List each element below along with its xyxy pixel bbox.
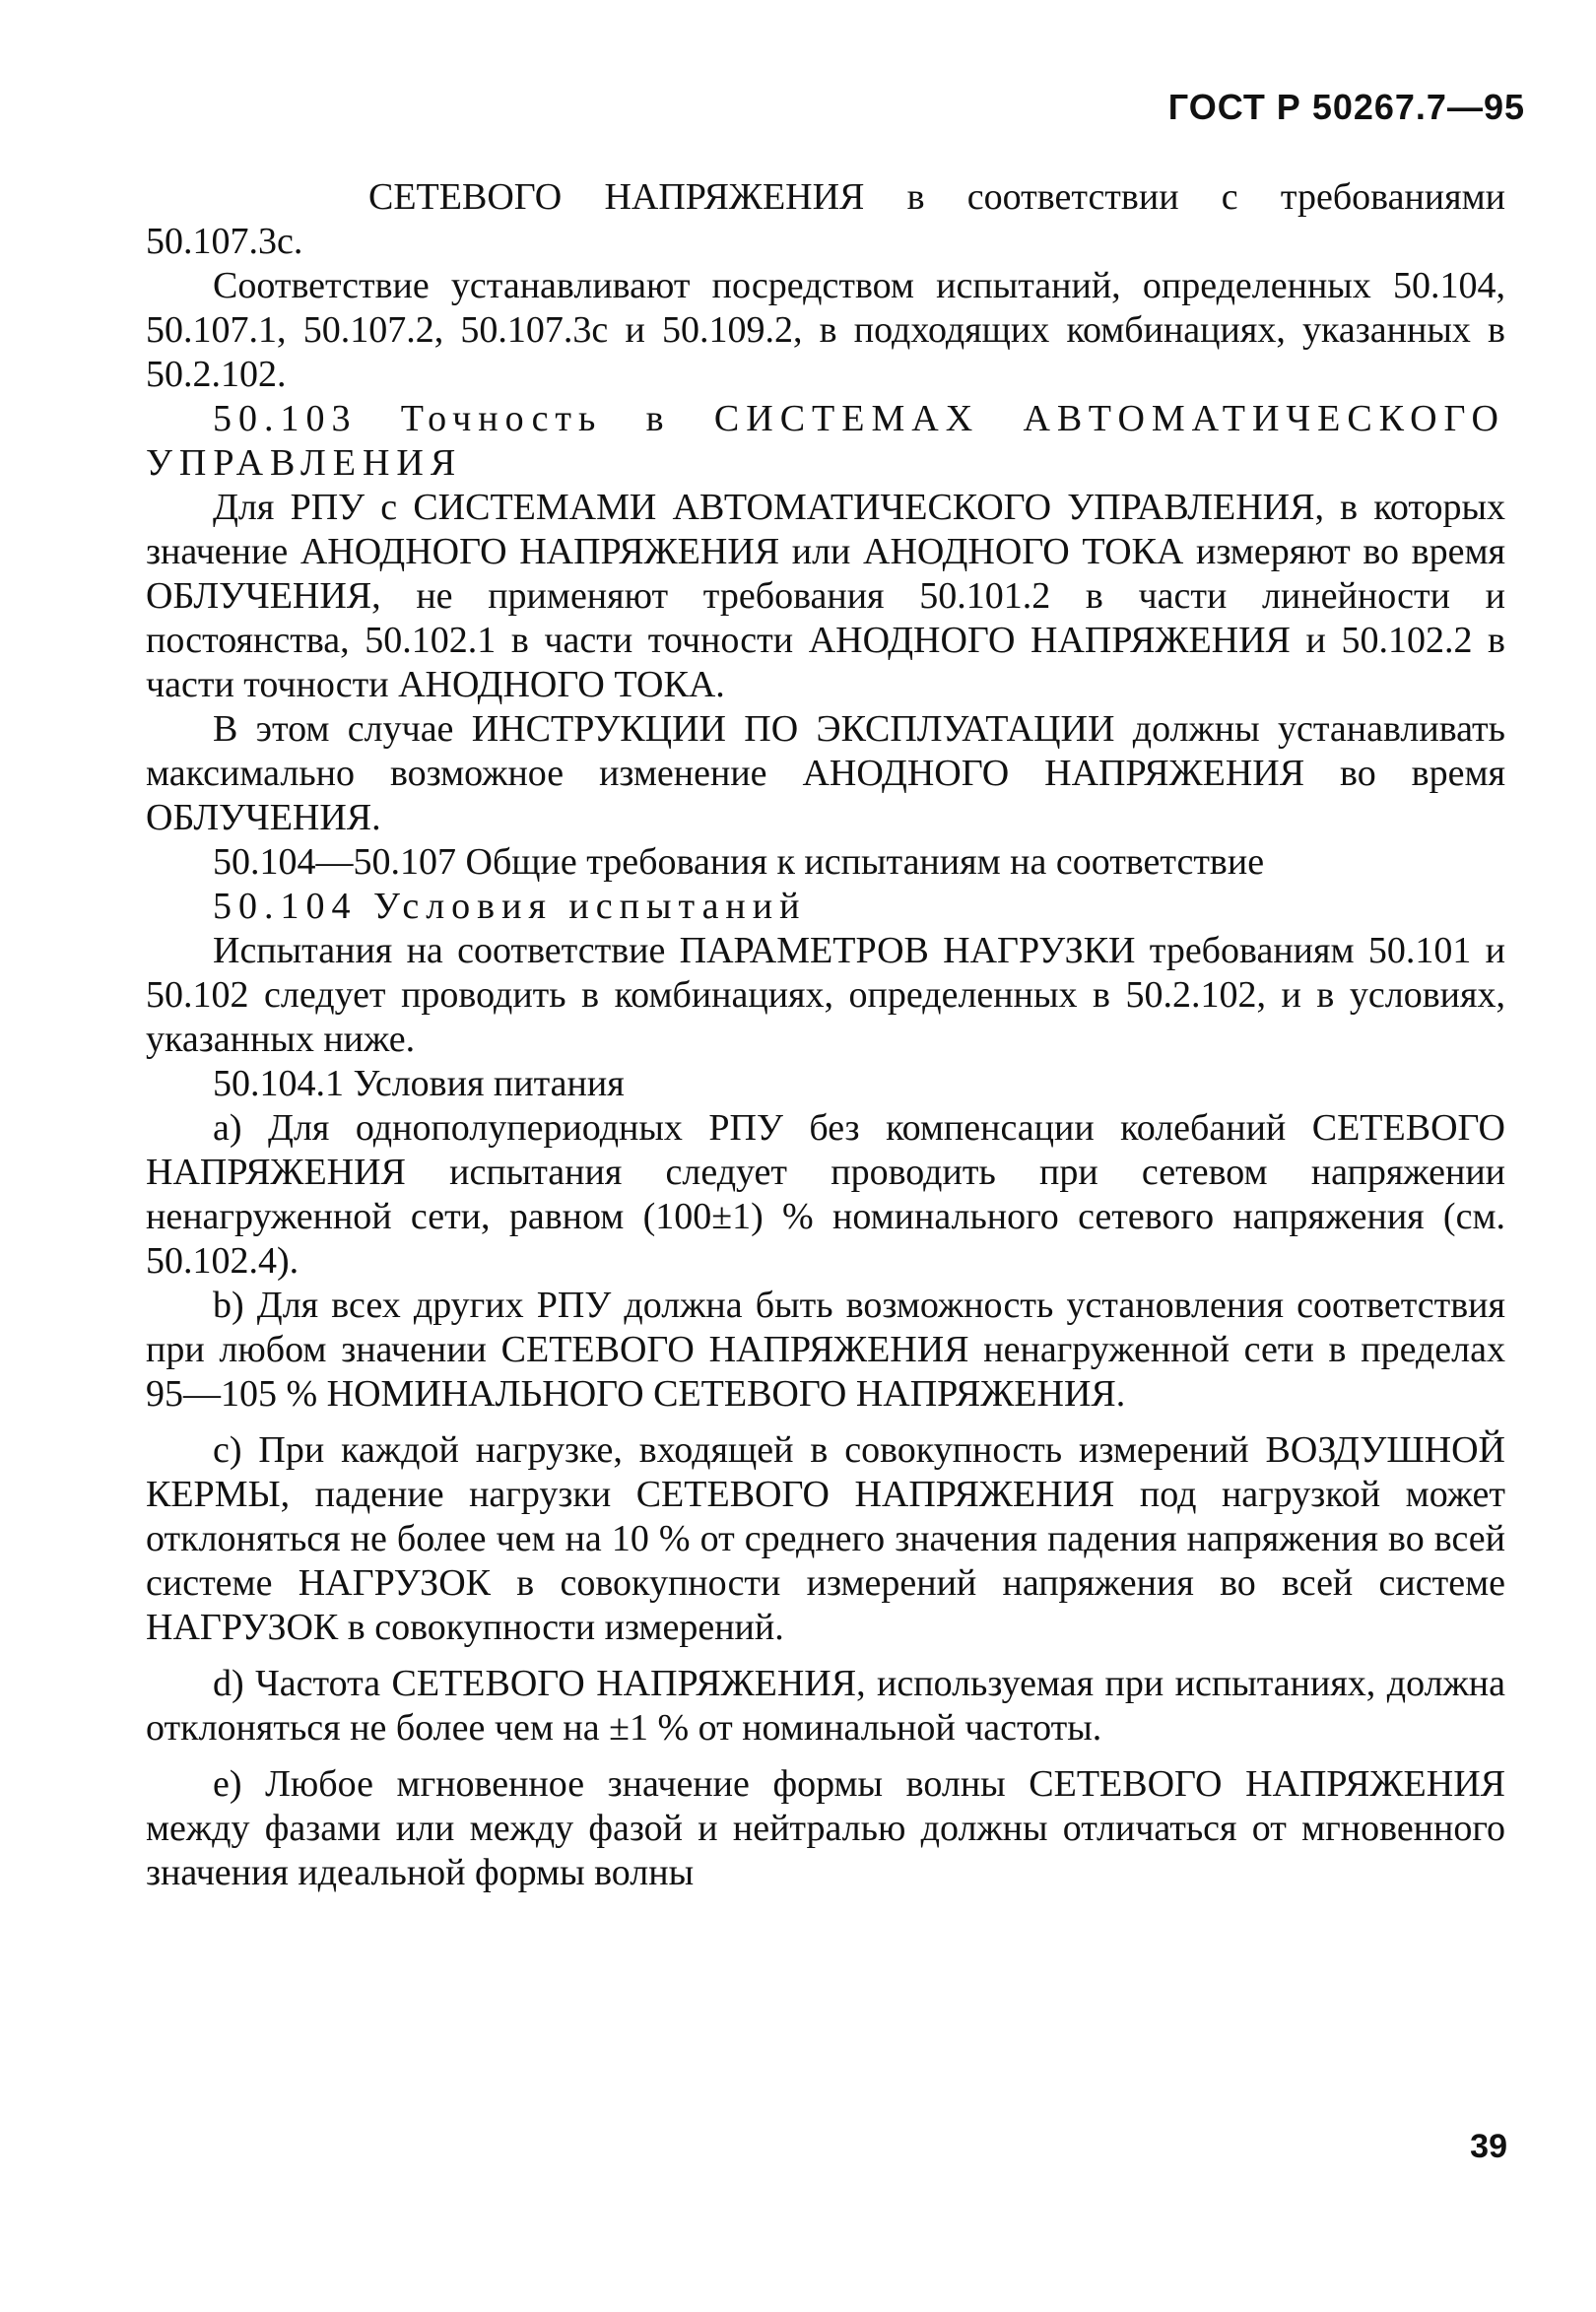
list-item-c: с) При каждой нагрузке, входящей в совокупность измерений ВОЗДУШНОЙ КЕРМЫ, падение нагрузки СЕТЕВОГО НАПРЯЖЕНИЯ под нагрузкой может отклоняться не более чем на 10 % от среднего значения падения напряжения во всей системе НАГРУЗОК в совокупности измерений напряжения во всей системе НАГРУЗОК в совокупности измерений.: [146, 1429, 1505, 1648]
list-item-b: b) Для всех других РПУ должна быть возможность установления соответствия при любом значении СЕТЕВОГО НАПРЯЖЕНИЯ ненагруженной сети в пределах 95—105 % НОМИНАЛЬНОГО СЕТЕВОГО НАПРЯЖЕНИЯ.: [146, 1285, 1505, 1415]
document-body: [146, 175, 1505, 1895]
standard-header: ГОСТ Р 50267.7—95: [1167, 87, 1525, 127]
paragraph-instructions: В этом случае ИНСТРУКЦИИ ПО ЭКСПЛУАТАЦИИ должны устанавливать максимально возможное изменение АНОДНОГО НАПРЯЖЕНИЯ во время ОБЛУЧЕНИЯ.: [146, 708, 1505, 838]
section-heading-50-104: 50.104 Условия испытаний: [213, 886, 807, 927]
paragraph-automatic-control: Для РПУ с СИСТЕМАМИ АВТОМАТИЧЕСКОГО УПРАВЛЕНИЯ, в которых значение АНОДНОГО НАПРЯЖЕНИЯ или АНОДНОГО ТОКА измеряют во время ОБЛУЧЕНИЯ, не применяют требования 50.101.2 в части линейности и постоянства, 50.102.1 в части точности АНОДНОГО НАПРЯЖЕНИЯ и 50.102.2 в части точности АНОДНОГО ТОКА.: [146, 487, 1505, 705]
list-item-d: d) Частота СЕТЕВОГО НАПРЯЖЕНИЯ, используемая при испытаниях, должна отклоняться не более чем на ±1 % от номинальной частоты.: [146, 1663, 1505, 1749]
paragraph-continuation: СЕТЕВОГО НАПРЯЖЕНИЯ в соответствии с требованиями 50.107.3с.: [146, 176, 1505, 262]
section-heading-50-103: 50.103 Точность в СИСТЕМАХ АВТОМАТИЧЕСКОГО УПРАВЛЕНИЯ: [146, 398, 1505, 484]
paragraph-load-parameters: Испытания на соответствие ПАРАМЕТРОВ НАГРУЗКИ требованиям 50.101 и 50.102 следует проводить в комбинациях, определенных в 50.2.102, и в условиях, указанных ниже.: [146, 930, 1505, 1060]
section-heading-50-104-50-107: 50.104—50.107 Общие требования к испытаниям на соответствие: [213, 841, 1265, 883]
list-item-a: а) Для однополупериодных РПУ без компенсации колебаний СЕТЕВОГО НАПРЯЖЕНИЯ испытания следует проводить при сетевом напряжении ненагруженной сети, равном (100±1) % номинального сетевого напряжения (см. 50.102.4).: [146, 1107, 1505, 1282]
paragraph-compliance: Соответствие устанавливают посредством испытаний, определенных 50.104, 50.107.1, 50.107.2, 50.107.3с и 50.109.2, в подходящих комбинациях, указанных в 50.2.102.: [146, 265, 1505, 395]
list-item-e: е) Любое мгновенное значение формы волны СЕТЕВОГО НАПРЯЖЕНИЯ между фазами или между фазой и нейтралью должны отличаться от мгновенного значения идеальной формы волны: [146, 1763, 1505, 1893]
section-heading-50-104-1: 50.104.1 Условия питания: [213, 1063, 625, 1104]
page-number: 39: [1470, 2128, 1507, 2165]
